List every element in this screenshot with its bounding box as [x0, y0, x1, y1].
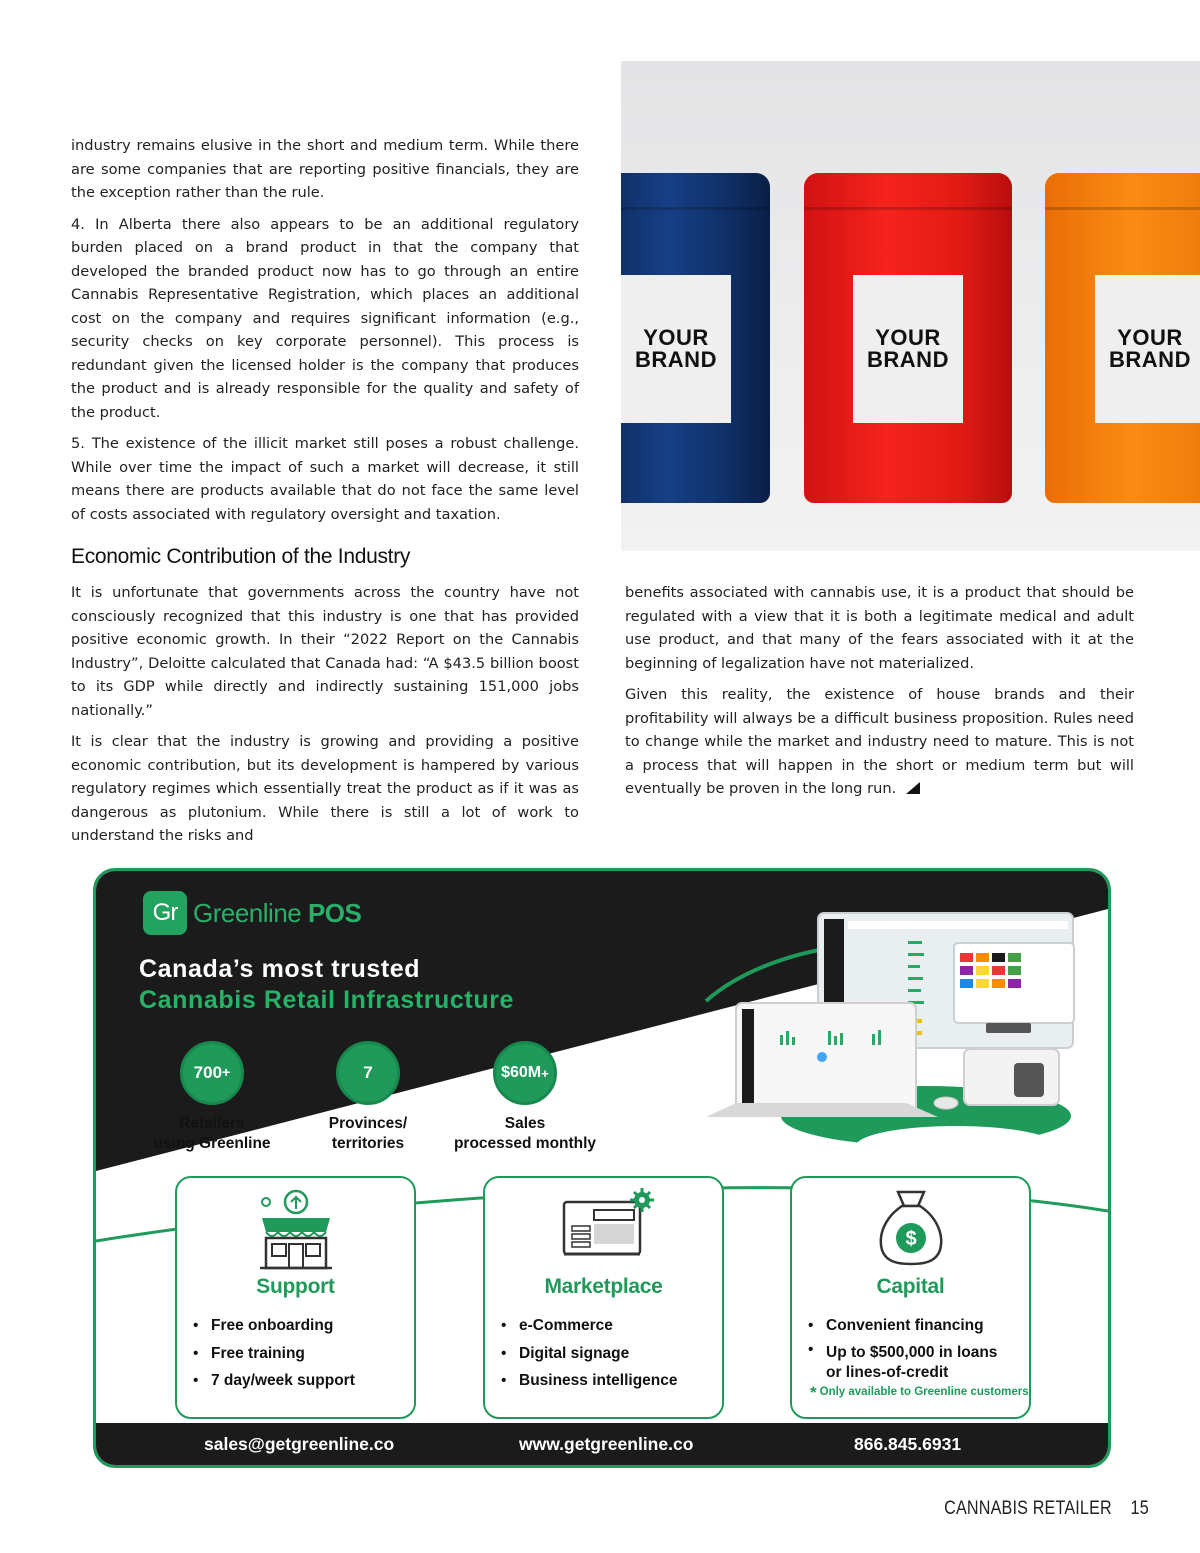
bag-label: YOUR BRAND: [621, 275, 731, 423]
list-item: • Free onboarding: [193, 1312, 355, 1340]
logo-mark: Gr: [143, 891, 187, 935]
contact-website-link[interactable]: www.getgreenline.co: [519, 1433, 694, 1454]
article-column-top: [71, 134, 579, 534]
stat-sales-label: Sales processed monthly: [453, 1115, 597, 1152]
list-item: • Convenient financing: [808, 1312, 997, 1340]
marketplace-card: [483, 1176, 724, 1419]
contact-phone: 866.845.6931: [854, 1433, 962, 1454]
list-item: • Up to $500,000 in loans or lines-of-credit: [808, 1340, 997, 1384]
stat-retailers-label: Retailers using Greenline: [153, 1115, 271, 1152]
support-title: Support: [256, 1275, 335, 1298]
paragraph: industry remains elusive in the short and medium term. While there are some companies that are reporting positive financials, they are the exception rather than the rule.: [71, 137, 579, 201]
bag-label: YOUR BRAND: [1095, 275, 1200, 423]
support-card: [175, 1176, 416, 1419]
capital-title: Capital: [876, 1275, 945, 1298]
ad-tagline: Canada’s most trusted: [139, 955, 421, 983]
contact-email-link[interactable]: sales@getgreenline.co: [204, 1433, 395, 1454]
page-footer: [944, 1498, 1149, 1520]
bag-label: YOUR BRAND: [853, 275, 963, 423]
list-item: • Digital signage: [501, 1340, 678, 1368]
stat-provinces-badge: 7: [336, 1041, 400, 1105]
section-heading: Economic Contribution of the Industry: [71, 545, 411, 568]
capital-list: [808, 1312, 997, 1384]
paragraph: benefits associated with cannabis use, it is a product that should be regulated with a view that it is both a legitimate medical and adult use product, and that many of the fears associated with it at the beginning of legalization have not materialized.: [625, 584, 1134, 672]
red-bag: [804, 173, 1012, 503]
page-number: 15: [1130, 1498, 1149, 1519]
article-column-left: [71, 581, 579, 856]
paragraph: It is clear that the industry is growing and providing a positive economic contribution, but its development is hampered by various regulatory regimes which essentially treat the product as if it was as dangerous as plutonium. While there is still a lot of work to understand the risks and: [71, 733, 579, 844]
support-list: [193, 1312, 355, 1395]
list-item: • 7 day/week support: [193, 1367, 355, 1395]
article-column-right: [625, 581, 1134, 809]
storefront-icon: [258, 1188, 334, 1272]
end-of-article-icon: [906, 782, 920, 794]
greenline-ad: [93, 868, 1111, 1468]
blue-bag: [621, 173, 770, 503]
logo-wordmark: Greenline POS: [193, 897, 362, 928]
list-item: • e-Commerce: [501, 1312, 678, 1340]
stat-sales-badge: $60M +: [493, 1041, 557, 1105]
greenline-logo: [143, 891, 361, 935]
list-item: • Business intelligence: [501, 1367, 678, 1395]
stat-retailers-badge: 700 +: [180, 1041, 244, 1105]
svg-text:$: $: [904, 1228, 917, 1250]
publication-name: CANNABIS RETAILER: [944, 1498, 1112, 1519]
marketplace-title: Marketplace: [544, 1275, 663, 1298]
paragraph: It is unfortunate that governments across the country have not consciously recognized that this industry is one that has provided positive economic growth. In their “2022 Report on the Cannabis Industry”, Deloitte calculated that Canada had: “A $43.5 billion boost to its GDP while directly and indirectly sustaining 151,000 jobs nationally.”: [71, 584, 579, 719]
orange-bag: [1045, 173, 1200, 503]
marketplace-list: [501, 1312, 678, 1395]
paragraph: Given this reality, the existence of house brands and their profitability will always be a difficult business proposition. Rules need to change while the market and industry need to mature. This is not a process that will happen in the short or medium term but will eventually be proven in the long run.: [625, 686, 1134, 797]
money-bag-icon: [876, 1188, 946, 1268]
paragraph: 4. In Alberta there also appears to be an additional regulatory burden placed on a brand product in that the company that developed the branded product now has to go through an entire Cannabis Representative Registration, which places an additional cost on the company and requires significant information (e.g., security checks on key corporate personnel). This process is redundant given the licensed holder is the company that produces the product and is already responsible for the quality and safety of the product.: [71, 215, 579, 421]
brand-bags-photo: [621, 61, 1200, 551]
capital-footnote: * Only available to Greenline customers: [810, 1383, 1029, 1402]
paragraph: 5. The existence of the illicit market still poses a robust challenge. While over time the impact of such a market will decrease, it still means there are products available that do not face the same level of costs associated with regulatory oversight and taxation.: [71, 435, 579, 523]
stat-provinces-label: Provinces/ territories: [328, 1115, 408, 1152]
ad-subtagline: Cannabis Retail Infrastructure: [139, 986, 515, 1014]
signage-display-icon: [554, 1188, 654, 1260]
capital-card: [790, 1176, 1031, 1419]
ad-contact-bar: [96, 1423, 1108, 1465]
list-item: • Free training: [193, 1340, 355, 1368]
